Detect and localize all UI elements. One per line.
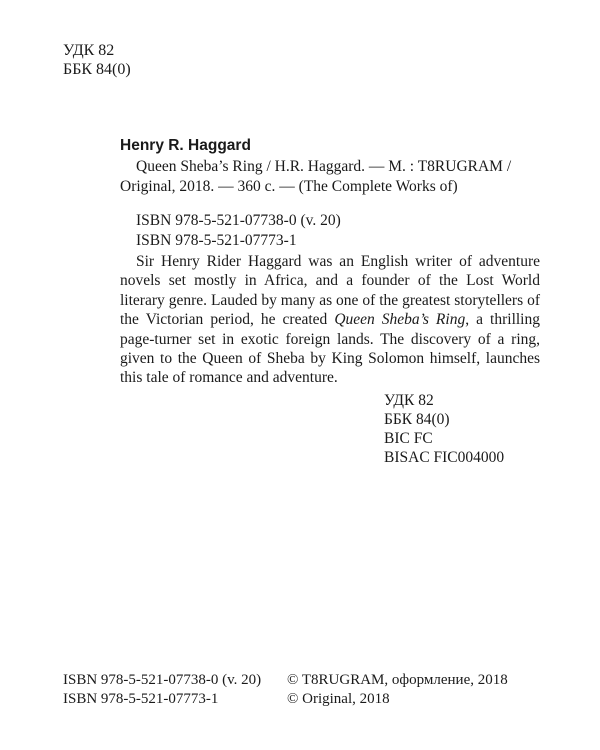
description-paragraph xyxy=(120,252,540,388)
author-name: Henry R. Haggard xyxy=(120,137,251,154)
footer-copyright-design: © T8RUGRAM, оформление, 2018 xyxy=(287,672,508,688)
description-text-2: , a thrilling page-turner set in exotic foreign lands. The discovery of a ring, given to the Queen of Sheba by King Solomon himself, launches this tale of romance and adventure. xyxy=(120,311,540,387)
book-title-italic: Queen Sheba’s Ring xyxy=(334,311,466,329)
footer-isbn-volume: ISBN 978-5-521-07738-0 (v. 20) xyxy=(63,672,262,688)
footer-copyright-original: © Original, 2018 xyxy=(287,691,390,707)
bic-code: BIC FC xyxy=(384,430,433,447)
footer-row-1 xyxy=(63,671,508,690)
udk-code-right: УДК 82 xyxy=(384,392,434,409)
classification-codes-top xyxy=(63,41,131,79)
udk-code: УДК 82 xyxy=(63,42,115,59)
bisac-code: BISAC FIC004000 xyxy=(384,449,505,466)
book-description xyxy=(120,252,540,388)
bibliographic-entry xyxy=(120,157,538,197)
bbk-code: ББК 84(0) xyxy=(63,61,131,78)
isbn-volume: ISBN 978-5-521-07738-0 (v. 20) xyxy=(136,212,341,229)
isbn-set: ISBN 978-5-521-07773-1 xyxy=(136,232,297,249)
footer-imprint xyxy=(63,671,508,709)
footer-row-2 xyxy=(63,690,508,709)
bbk-code-right: ББК 84(0) xyxy=(384,411,450,428)
description-text-1: Sir Henry Rider Haggard was an English writer of adventure novels set mostly in Africa, and a founder of the Lost World literary genre. Lauded by many as one of the greatest storytellers of the Victorian period, he created xyxy=(120,253,540,329)
isbn-block xyxy=(136,211,341,251)
bibliographic-line-1: Queen Sheba’s Ring / H.R. Haggard. — M. : T8RUGRAM / xyxy=(136,158,512,175)
classification-codes-right xyxy=(384,391,504,467)
bibliographic-line-2: Original, 2018. — 360 с. — (The Complete Works of) xyxy=(120,178,458,195)
footer-isbn-set: ISBN 978-5-521-07773-1 xyxy=(63,691,219,707)
